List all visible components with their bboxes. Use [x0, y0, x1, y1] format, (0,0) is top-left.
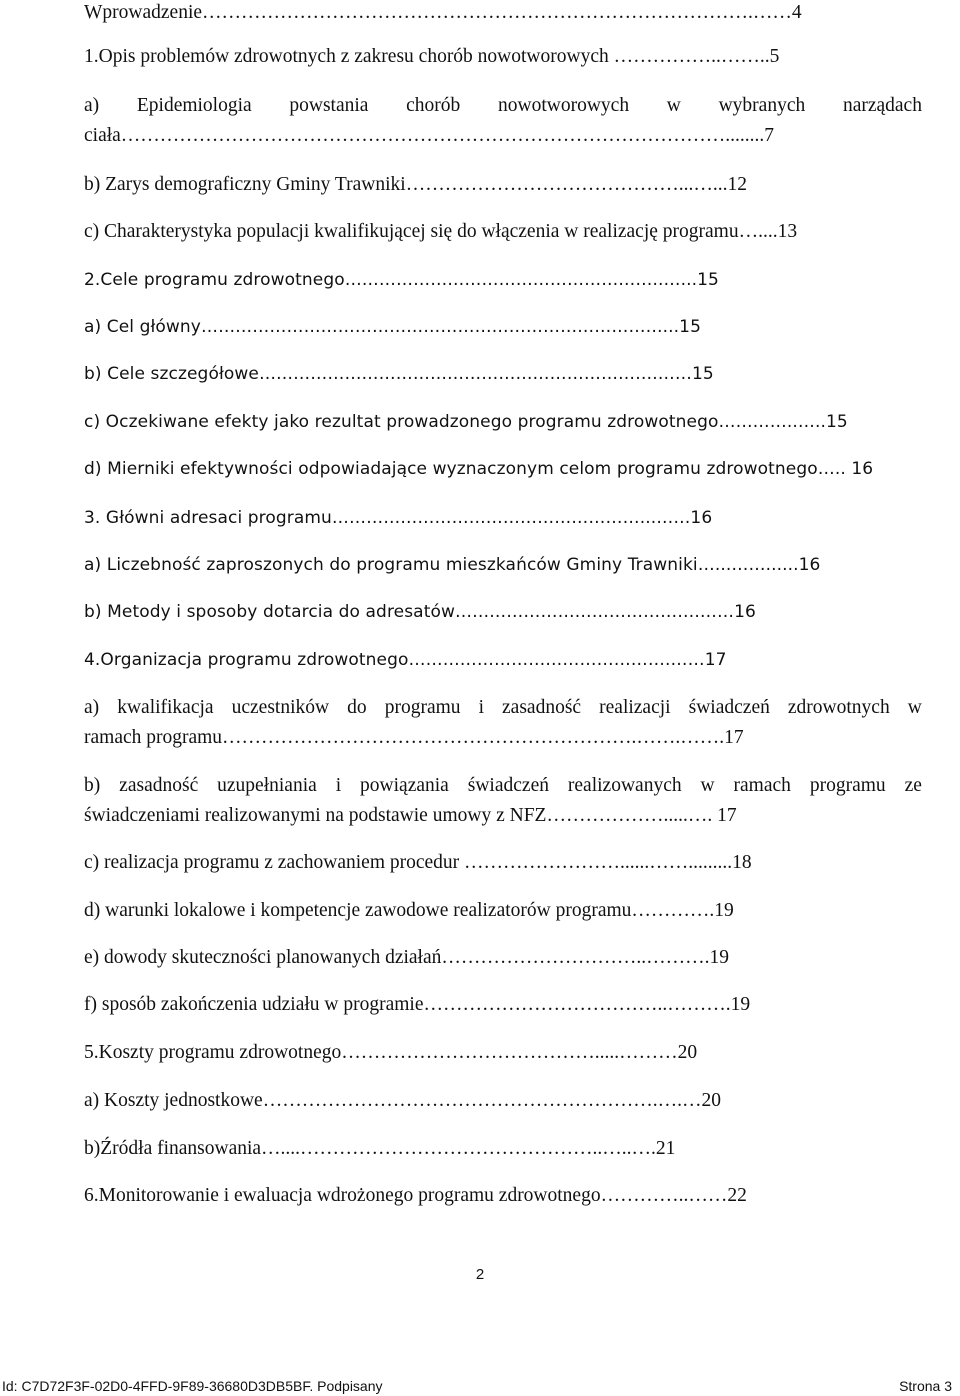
toc-entry: 4.Organizacja programu zdrowotnego……………………………………….……17: [84, 650, 727, 670]
toc-entry: [84, 94, 922, 118]
toc-entry: 1.Opis problemów zdrowotnych z zakresu chorób nowotworowych ……………..……..5: [84, 46, 780, 67]
toc-word: a): [84, 697, 100, 718]
toc-entry: [84, 696, 922, 720]
toc-entry: a) Cel główny………………………………………………………………………...15: [84, 317, 702, 337]
toc-word: do: [347, 697, 367, 718]
toc-entry-continuation: ramach programu……………………………………………………….…….…….17: [84, 727, 744, 748]
toc-word: ramach: [733, 775, 791, 796]
toc-word: w: [666, 95, 681, 116]
toc-word: w: [700, 775, 715, 796]
toc-entry: d) Mierniki efektywności odpowiadające wyznaczonym celom programu zdrowotnego….. 16: [84, 459, 874, 479]
toc-word: i: [335, 775, 342, 796]
toc-entry: b)Źródła finansowania…....………………………………………..…..….21: [84, 1138, 676, 1159]
toc-entry: Wprowadzenie………………………………………………………………………….……4: [84, 2, 802, 23]
toc-word: i: [478, 697, 484, 718]
page-number: 2: [475, 1266, 485, 1283]
toc-entry: f) sposób zakończenia udziału w programie………………………………..……….19: [84, 994, 751, 1015]
toc-entry: 2.Cele programu zdrowotnego………………………………………………..…...15: [84, 270, 719, 290]
toc-word: uzupełniania: [217, 775, 317, 796]
toc-word: świadczeń: [688, 697, 770, 718]
toc-word: ze: [904, 775, 922, 796]
toc-entry: 6.Monitorowanie i ewaluacja wdrożonego programu zdrowotnego…………..……22: [84, 1185, 747, 1206]
toc-entry: 3. Główni adresaci programu………………………………………………...……16: [84, 508, 713, 528]
toc-entry: c) Oczekiwane efekty jako rezultat prowadzonego programu zdrowotnego…………..…..15: [84, 412, 848, 432]
toc-word: zasadność: [502, 697, 582, 718]
toc-entry: b) Metody i sposoby dotarcia do adresatów…………………………………….……16: [84, 602, 756, 622]
toc-entry: b) Cele szczegółowe…………………………………………………………….……15: [84, 364, 714, 384]
toc-word: b): [84, 775, 101, 796]
toc-word: świadczeń: [467, 775, 549, 796]
toc-word: programu: [384, 697, 461, 718]
toc-entry: [84, 774, 922, 798]
toc-entry: 5.Koszty programu zdrowotnego………………………………….....………20: [84, 1042, 698, 1063]
toc-entry-continuation: świadczeniami realizowanymi na podstawie umowy z NFZ……………….....…. 17: [84, 805, 737, 826]
toc-entry: e) dowody skuteczności planowanych działań…………………………..……….19: [84, 947, 730, 968]
toc-word: zasadność: [119, 775, 199, 796]
toc-entry: b) Zarys demograficzny Gminy Trawniki……………………………………...…...12: [84, 174, 747, 195]
toc-word: uczestników: [231, 697, 330, 718]
toc-word: realizowanych: [567, 775, 682, 796]
toc-word: kwalifikacja: [117, 697, 214, 718]
toc-entry: c) Charakterystyka populacji kwalifikującej się do włączenia w realizację programu…....13: [84, 221, 798, 242]
toc-word: a): [84, 95, 100, 116]
toc-word: nowotworowych: [498, 95, 630, 116]
toc-word: zdrowotnych: [787, 697, 890, 718]
toc-word: w: [907, 697, 922, 718]
toc-word: chorób: [406, 95, 461, 116]
toc-word: wybranych: [718, 95, 806, 116]
toc-word: Epidemiologia: [136, 95, 252, 116]
toc-word: powstania: [289, 95, 369, 116]
toc-word: narządach: [842, 95, 922, 116]
toc-word: programu: [809, 775, 886, 796]
footer-document-id: Id: C7D72F3F-02D0-4FFD-9F89-36680D3DB5BF. Podpisany: [2, 1378, 383, 1394]
toc-entry: a) Liczebność zaproszonych do programu mieszkańców Gminy Trawniki…...……......16: [84, 555, 821, 575]
toc-entry: c) realizacja programu z zachowaniem procedur ……………………......…….........18: [84, 852, 752, 873]
toc-entry: a) Koszty jednostkowe…………………………………………………….….…20: [84, 1090, 721, 1111]
footer-page-label: Strona 3: [899, 1378, 952, 1394]
toc-entry: d) warunki lokalowe i kompetencje zawodowe realizatorów programu………….19: [84, 900, 734, 921]
toc-word: realizacji: [599, 697, 671, 718]
toc-word: powiązania: [360, 775, 449, 796]
toc-entry-continuation: ciała…………………………………………………………………………………........7: [84, 125, 775, 146]
